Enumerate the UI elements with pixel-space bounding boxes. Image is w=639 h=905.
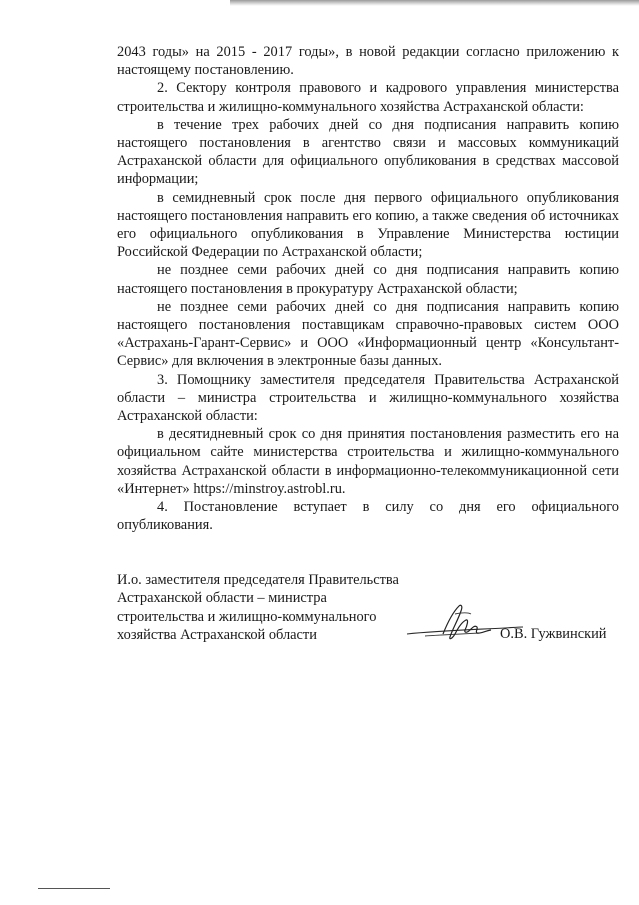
paragraph-item-3: 3. Помощнику заместителя председателя Правительства Астраханской области – министра строительства и жилищно-коммунального хозяйства Астраханской области: (117, 371, 619, 425)
signatory-title (117, 571, 417, 645)
signatory-title-line: Астраханской области – министра (117, 590, 327, 607)
paragraph-item-2-sub-2: в семидневный срок после дня первого официального опубликования настоящего постановления направить его копию, а также сведения об источниках его официального опубликования в Управление Министерства юстиции Российской Федерации по Астраханской области; (117, 189, 619, 261)
paragraph-item-2: 2. Сектору контроля правового и кадрового управления министерства строительства и жилищно-коммунального хозяйства Астраханской области: (117, 80, 619, 115)
paragraph-item-4: 4. Постановление вступает в силу со дня его официального опубликования. (117, 499, 619, 534)
signatory-title-line: хозяйства Астраханской области (117, 627, 317, 644)
paragraph-item-2-sub-1: в течение трех рабочих дней со дня подписания направить копию настоящего постановления в агентство связи и массовых коммуникаций Астраханской области для официального опубликования в средствах массовой информации; (117, 116, 619, 188)
signatory-title-line: И.о. заместителя председателя Правительства (117, 572, 399, 588)
footer-rule (38, 888, 110, 889)
paragraph-item-2-sub-4: не позднее семи рабочих дней со дня подписания направить копию настоящего постановления поставщикам справочно-правовых систем ООО «Астрахань-Гарант-Сервис» и ООО «Информационный центр «Консультант-Сервис» для включения в электронные базы данных. (117, 298, 619, 370)
paragraph-item-2-sub-3: не позднее семи рабочих дней со дня подписания направить копию настоящего постановления в прокуратуру Астраханской области; (117, 262, 619, 297)
signatory-title-line: строительства и жилищно-коммунального (117, 608, 377, 625)
paragraph-continuation: 2043 годы» на 2015 - 2017 годы», в новой редакции согласно приложению к настоящему постановлению. (117, 44, 619, 79)
scan-shadow (230, 0, 639, 6)
document-body (117, 43, 619, 534)
signatory-name: О.В. Гужвинский (500, 626, 607, 642)
paragraph-item-3-sub-1: в десятидневный срок со дня принятия постановления разместить его на официальном сайте министерства строительства и жилищно-коммунального хозяйства Астраханской области в информационно-телекоммуникационной сети «Интернет» https://minstroy.astrobl.ru. (117, 426, 619, 497)
